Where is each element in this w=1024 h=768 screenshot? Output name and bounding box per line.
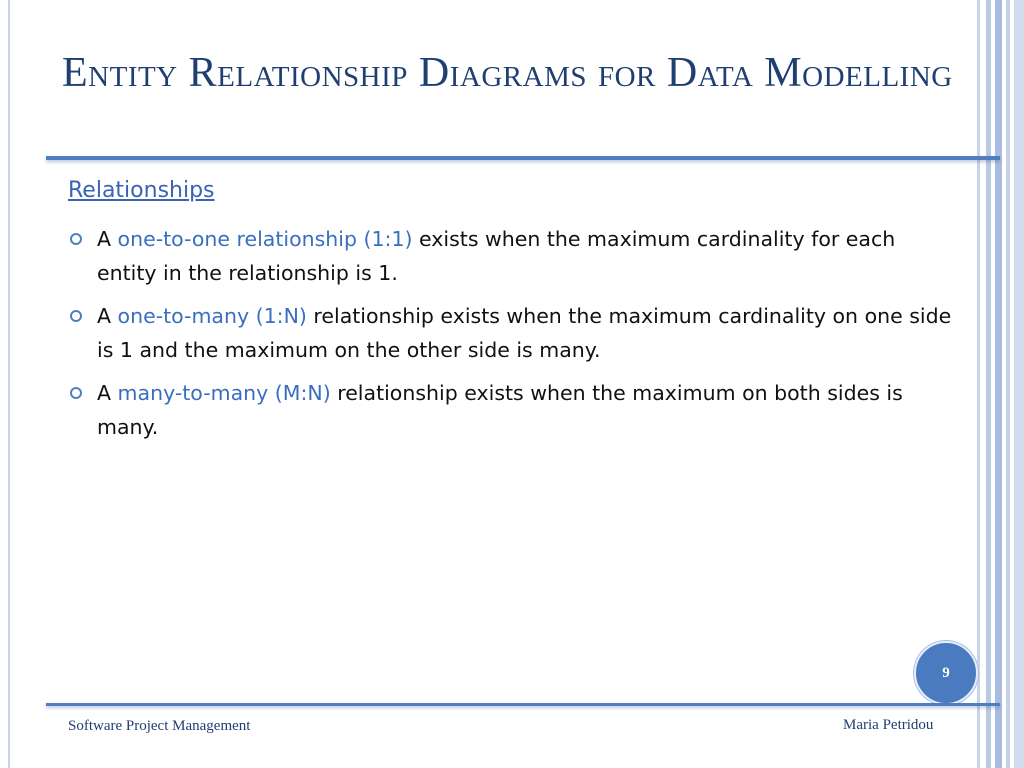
footer-course-title: Software Project Management	[68, 718, 251, 734]
footer-author: Maria Petridou	[843, 717, 934, 733]
bullet-text-pre: A	[97, 304, 118, 328]
bullet-text-post: relationship exists when the maximum on both sides is many.	[97, 381, 903, 439]
slide-title: Entity Relationship Diagrams for Data Modelling	[62, 50, 953, 96]
footer-divider	[46, 703, 1000, 706]
bullet-item-many-to-many	[70, 376, 960, 444]
page-number-badge: 9	[914, 641, 978, 705]
bullet-text-post: exists when the maximum cardinality for each entity in the relationship is 1.	[97, 227, 896, 285]
bullet-item-one-to-many	[70, 299, 960, 367]
bullet-circle-icon	[70, 233, 82, 245]
title-divider	[46, 156, 1000, 160]
bullet-circle-icon	[70, 310, 82, 322]
section-heading: Relationships	[68, 178, 215, 203]
bullet-highlight: one-to-many (1:N)	[117, 304, 307, 328]
bullet-text-pre: A	[97, 227, 118, 251]
bullet-text-pre: A	[97, 381, 118, 405]
bullet-circle-icon	[70, 387, 82, 399]
left-border-line	[8, 0, 10, 768]
bullet-list	[70, 222, 960, 453]
bullet-highlight: one-to-one relationship (1:1)	[117, 227, 413, 251]
bullet-highlight: many-to-many (M:N)	[117, 381, 331, 405]
bullet-item-one-to-one	[70, 222, 960, 290]
bullet-text-post: relationship exists when the maximum cardinality on one side is 1 and the maximum on the other side is many.	[97, 304, 952, 362]
